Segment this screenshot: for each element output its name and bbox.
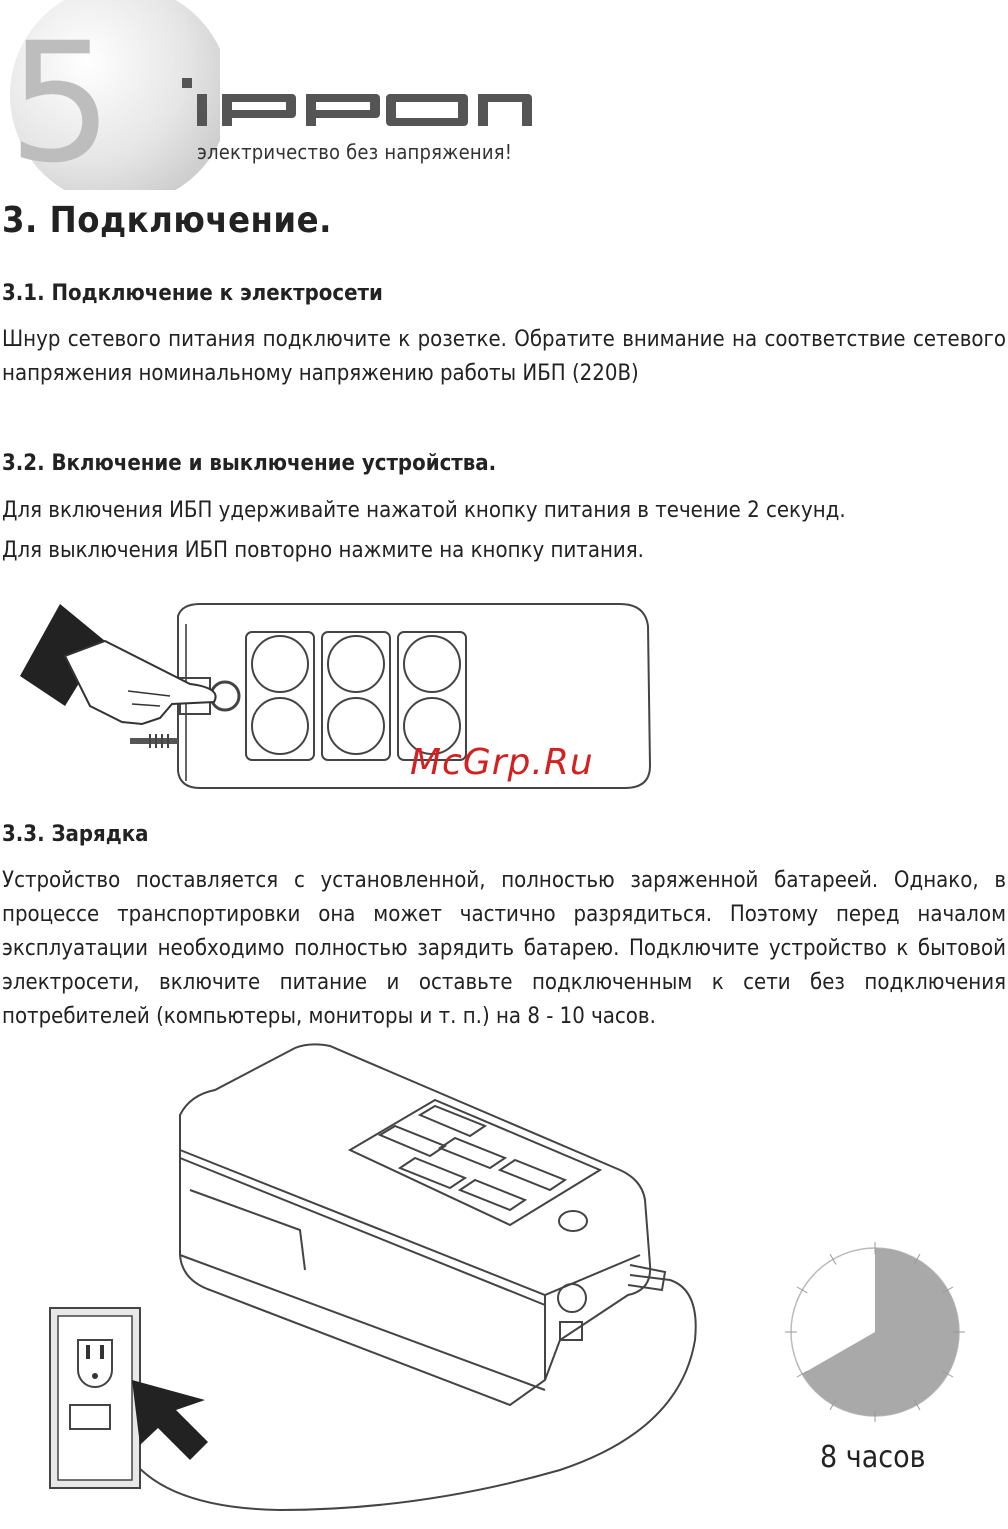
outlet-group [246,632,466,760]
subsection-text-3-1 [2,323,1006,391]
ups-wall-outlet-illustration [40,1040,720,1520]
paragraph-3-2-line1: Для включения ИБП удерживайте нажатой кнопку питания в течение 2 секунд. [2,498,846,523]
logo-slogan: электричество без напряжения! [197,140,513,164]
wall-outlet-icon [50,1308,140,1488]
subsection-title-3-1: 3.1. Подключение к электросети [2,281,383,306]
paragraph-3-2-line2: Для выключения ИБП повторно нажмите на кнопку питания. [2,538,644,563]
section-title: 3. Подключение. [2,200,332,241]
subsection-title-3-2: 3.2. Включение и выключение устройства. [2,451,497,476]
charge-time-pie [780,1236,980,1426]
watermark: McGrp.Ru [410,742,594,783]
charge-time-label: 8 часов [820,1440,926,1475]
paragraph-3-3: Устройство поставляется с установленной, полностью заряженной батареей. Однако, в процессе транспортировки она может частично разрядиться. Поэтому перед началом эксплуатации необходимо полностью зарядить батарею. Подключите устройство к бытовой электросети, включите питание и оставьте подключенным к сети без подключения потребителей (компьютеры, мониторы и т. п.) на 8 - 10 часов. [2,868,1006,1029]
page-number: 5 [8,7,113,190]
arrow-icon [132,1380,208,1460]
subsection-title-3-3: 3.3. Зарядка [2,822,149,847]
subsection-text-3-3 [2,864,1006,1034]
subsection-text-3-2 [2,494,1006,568]
paragraph-3-1: Шнур сетевого питания подключите к розетке. Обратите внимание на соответствие сетевого напряжения номинальному напряжению работы ИБП (220В) [2,327,1006,386]
ippon-logo [182,72,542,132]
